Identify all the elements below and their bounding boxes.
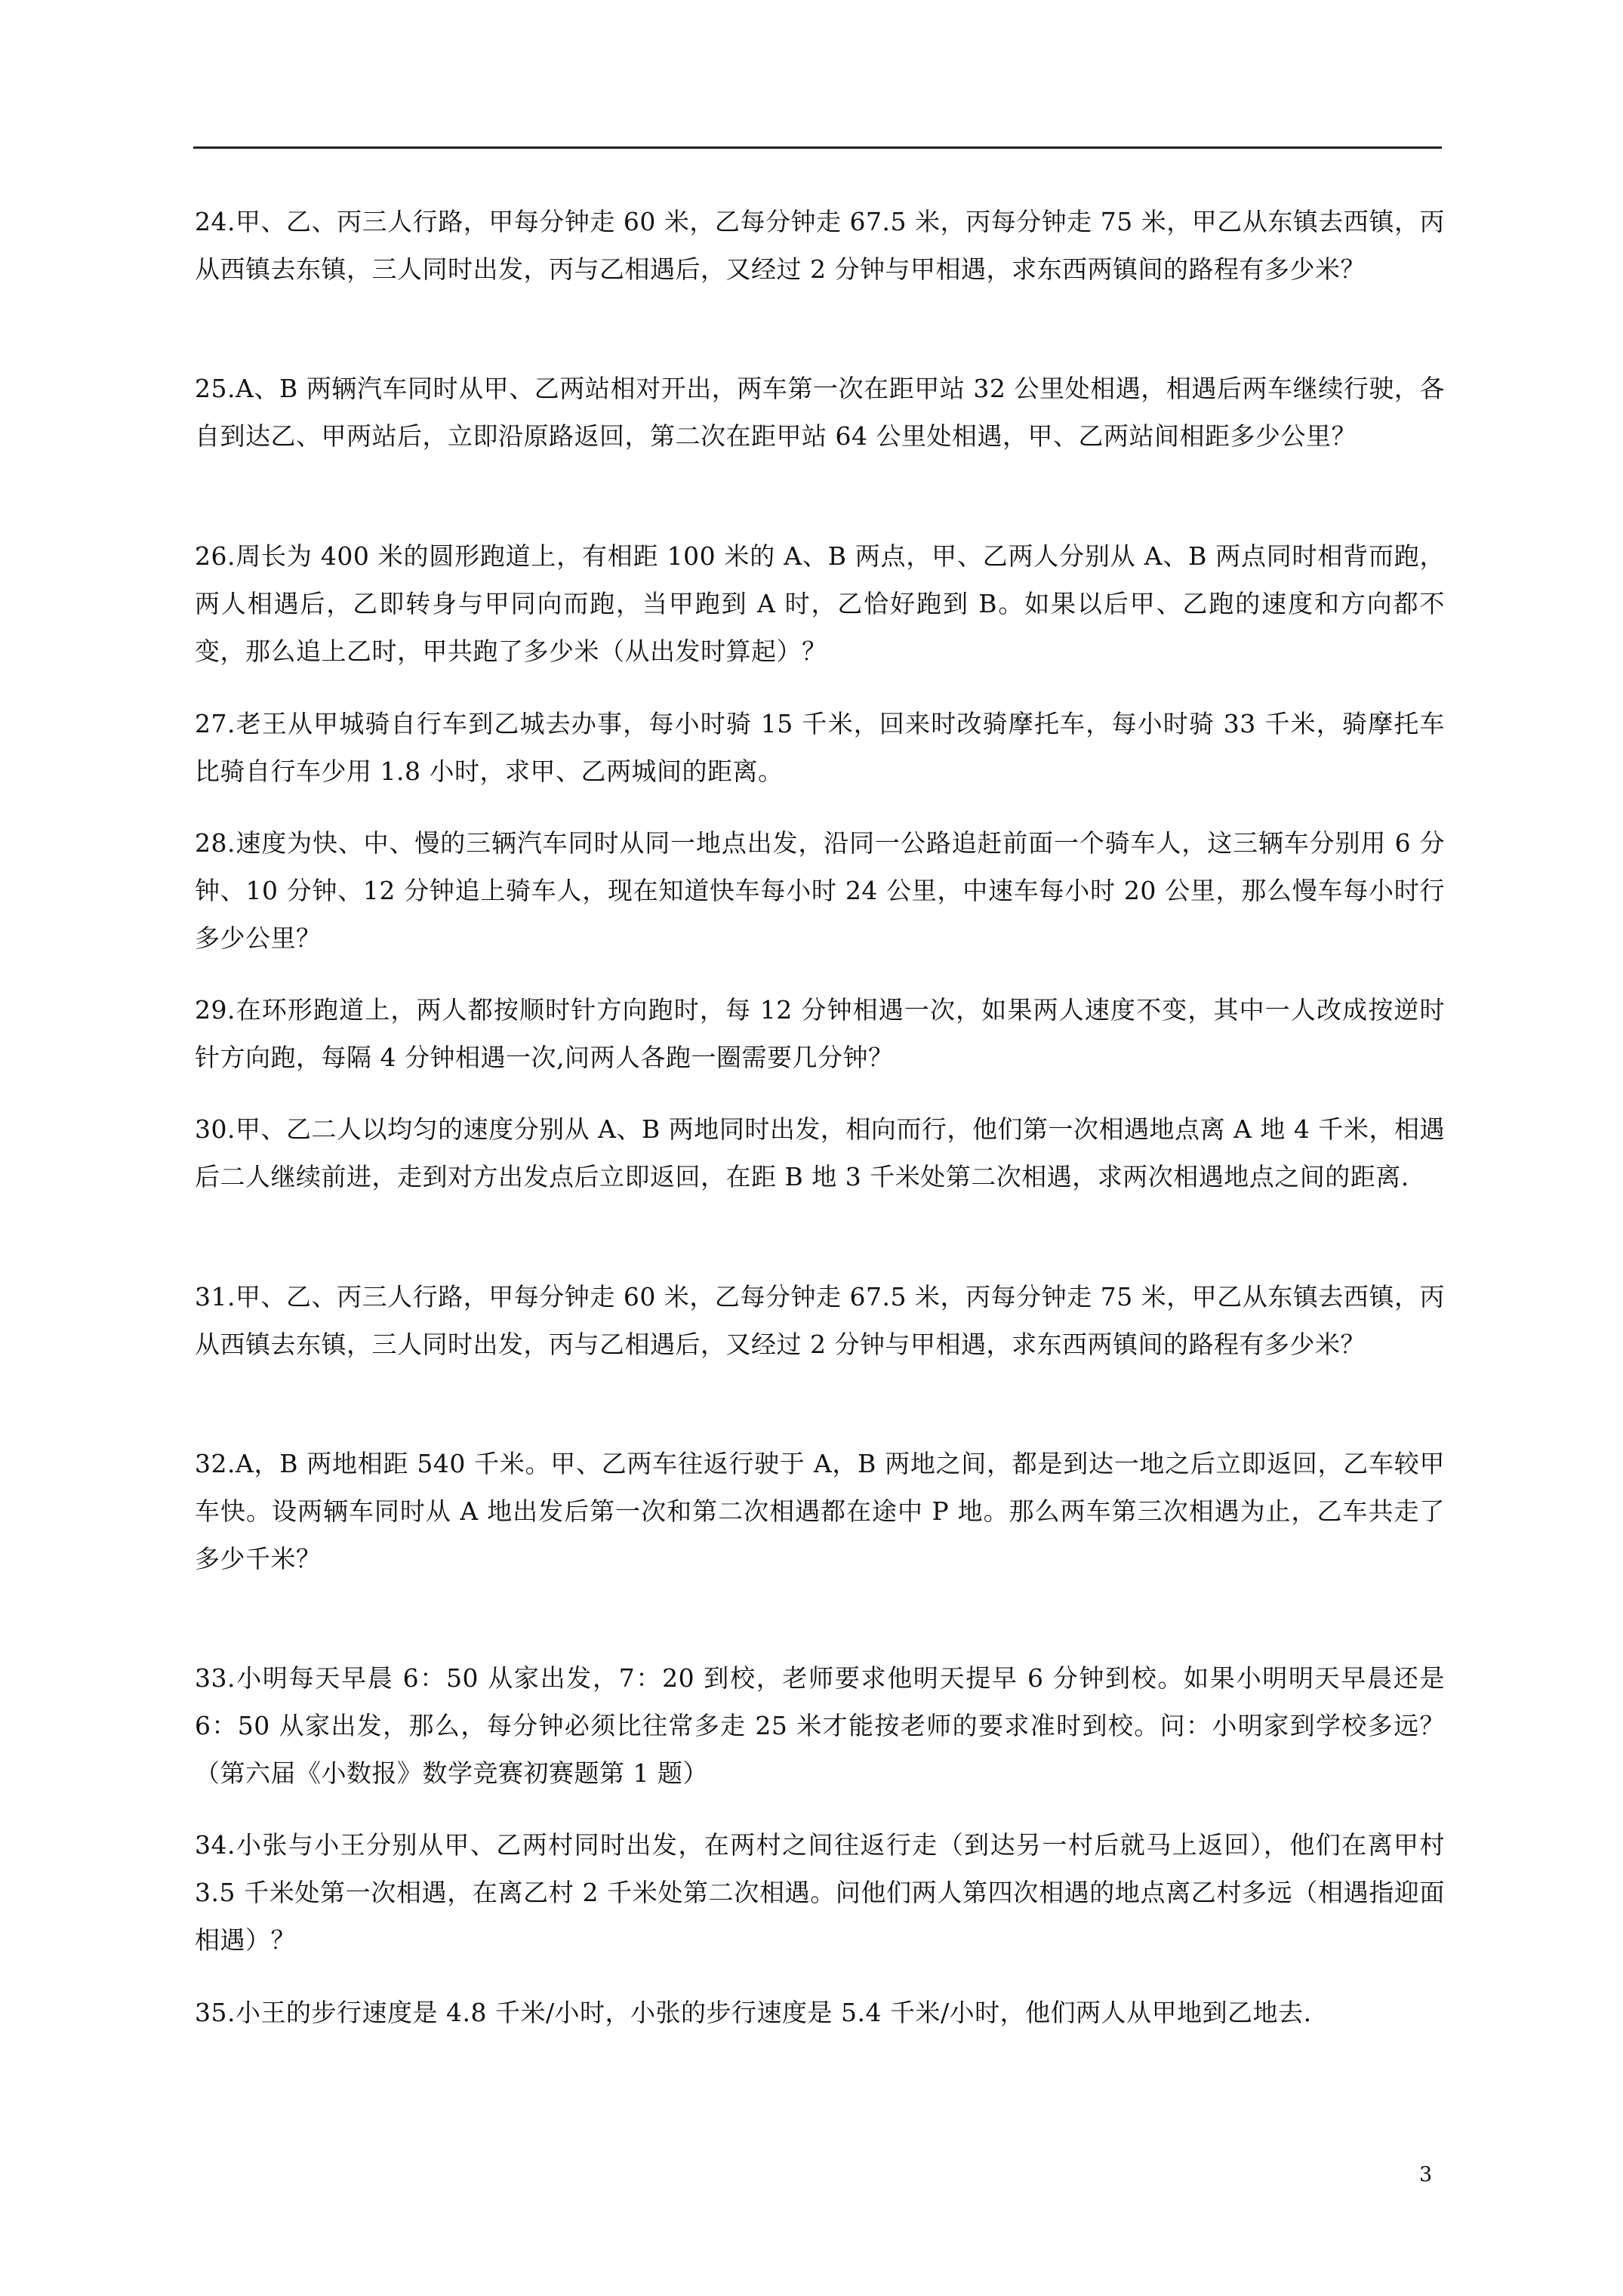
- problem-29: 29.在环形跑道上，两人都按顺时针方向跑时，每 12 分钟相遇一次，如果两人速度不变，其中一人改成按逆时针方向跑，每隔 4 分钟相遇一次,问两人各跑一圈需要几分钟？: [195, 995, 1445, 1072]
- problem-31: 31.甲、乙、丙三人行路，甲每分钟走 60 米，乙每分钟走 67.5 米，丙每分钟走 75 米，甲乙从东镇去西镇，丙从西镇去东镇，三人同时出发，丙与乙相遇后，又经过 2 分钟与甲相遇，求东西两镇间的路程有多少米？: [195, 1282, 1445, 1359]
- problem-30: 30.甲、乙二人以均匀的速度分别从 A、B 两地同时出发，相向而行，他们第一次相遇地点离 A 地 4 千米，相遇后二人继续前进，走到对方出发点后立即返回，在距 B 地 3 千米处第二次相遇，求两次相遇地点之间的距离.: [195, 1114, 1445, 1191]
- problem-33: 33.小明每天早晨 6：50 从家出发，7：20 到校，老师要求他明天提早 6 分钟到校。如果小明明天早晨还是 6：50 从家出发，那么，每分钟必须比往常多走 25 米才能按老师的要求准时到校。问：小明家到学校多远？（第六届《小数报》数学竞赛初赛题第 1 题）: [195, 1663, 1445, 1788]
- problem-26: 26.周长为 400 米的圆形跑道上，有相距 100 米的 A、B 两点，甲、乙两人分别从 A、B 两点同时相背而跑，两人相遇后，乙即转身与甲同向而跑，当甲跑到 A 时，乙恰好跑到 B。如果以后甲、乙跑的速度和方向都不变，那么追上乙时，甲共跑了多少米（从出发时算起）？: [195, 541, 1445, 666]
- page-number: 3: [1419, 2163, 1433, 2187]
- problem-35: 35.小王的步行速度是 4.8 千米/小时，小张的步行速度是 5.4 千米/小时，他们两人从甲地到乙地去.: [195, 1998, 1312, 2027]
- problem-24: 24.甲、乙、丙三人行路，甲每分钟走 60 米，乙每分钟走 67.5 米，丙每分钟走 75 米，甲乙从东镇去西镇，丙从西镇去东镇，三人同时出发，丙与乙相遇后，又经过 2 分钟与甲相遇，求东西两镇间的路程有多少米？: [195, 207, 1445, 284]
- problem-28: 28.速度为快、中、慢的三辆汽车同时从同一地点出发，沿同一公路追赶前面一个骑车人，这三辆车分别用 6 分钟、10 分钟、12 分钟追上骑车人，现在知道快车每小时 24 公里，中速车每小时 20 公里，那么慢车每小时行多少公里？: [195, 828, 1445, 953]
- problem-32: 32.A，B 两地相距 540 千米。甲、乙两车往返行驶于 A，B 两地之间，都是到达一地之后立即返回，乙车较甲车快。设两辆车同时从 A 地出发后第一次和第二次相遇都在途中 P 地。那么两车第三次相遇为止，乙车共走了多少千米？: [195, 1449, 1445, 1573]
- problem-25: 25.A、B 两辆汽车同时从甲、乙两站相对开出，两车第一次在距甲站 32 公里处相遇，相遇后两车继续行驶，各自到达乙、甲两站后，立即沿原路返回，第二次在距甲站 64 公里处相遇，甲、乙两站间相距多少公里？: [195, 374, 1445, 451]
- problem-27: 27.老王从甲城骑自行车到乙城去办事，每小时骑 15 千米，回来时改骑摩托车，每小时骑 33 千米，骑摩托车比骑自行车少用 1.8 小时，求甲、乙两城间的距离。: [195, 709, 1445, 786]
- problem-list: [195, 0, 1445, 2296]
- problem-34: 34.小张与小王分别从甲、乙两村同时出发，在两村之间往返行走（到达另一村后就马上返回），他们在离甲村 3.5 千米处第一次相遇，在离乙村 2 千米处第二次相遇。问他们两人第四次相遇的地点离乙村多远（相遇指迎面相遇）？: [195, 1830, 1445, 1955]
